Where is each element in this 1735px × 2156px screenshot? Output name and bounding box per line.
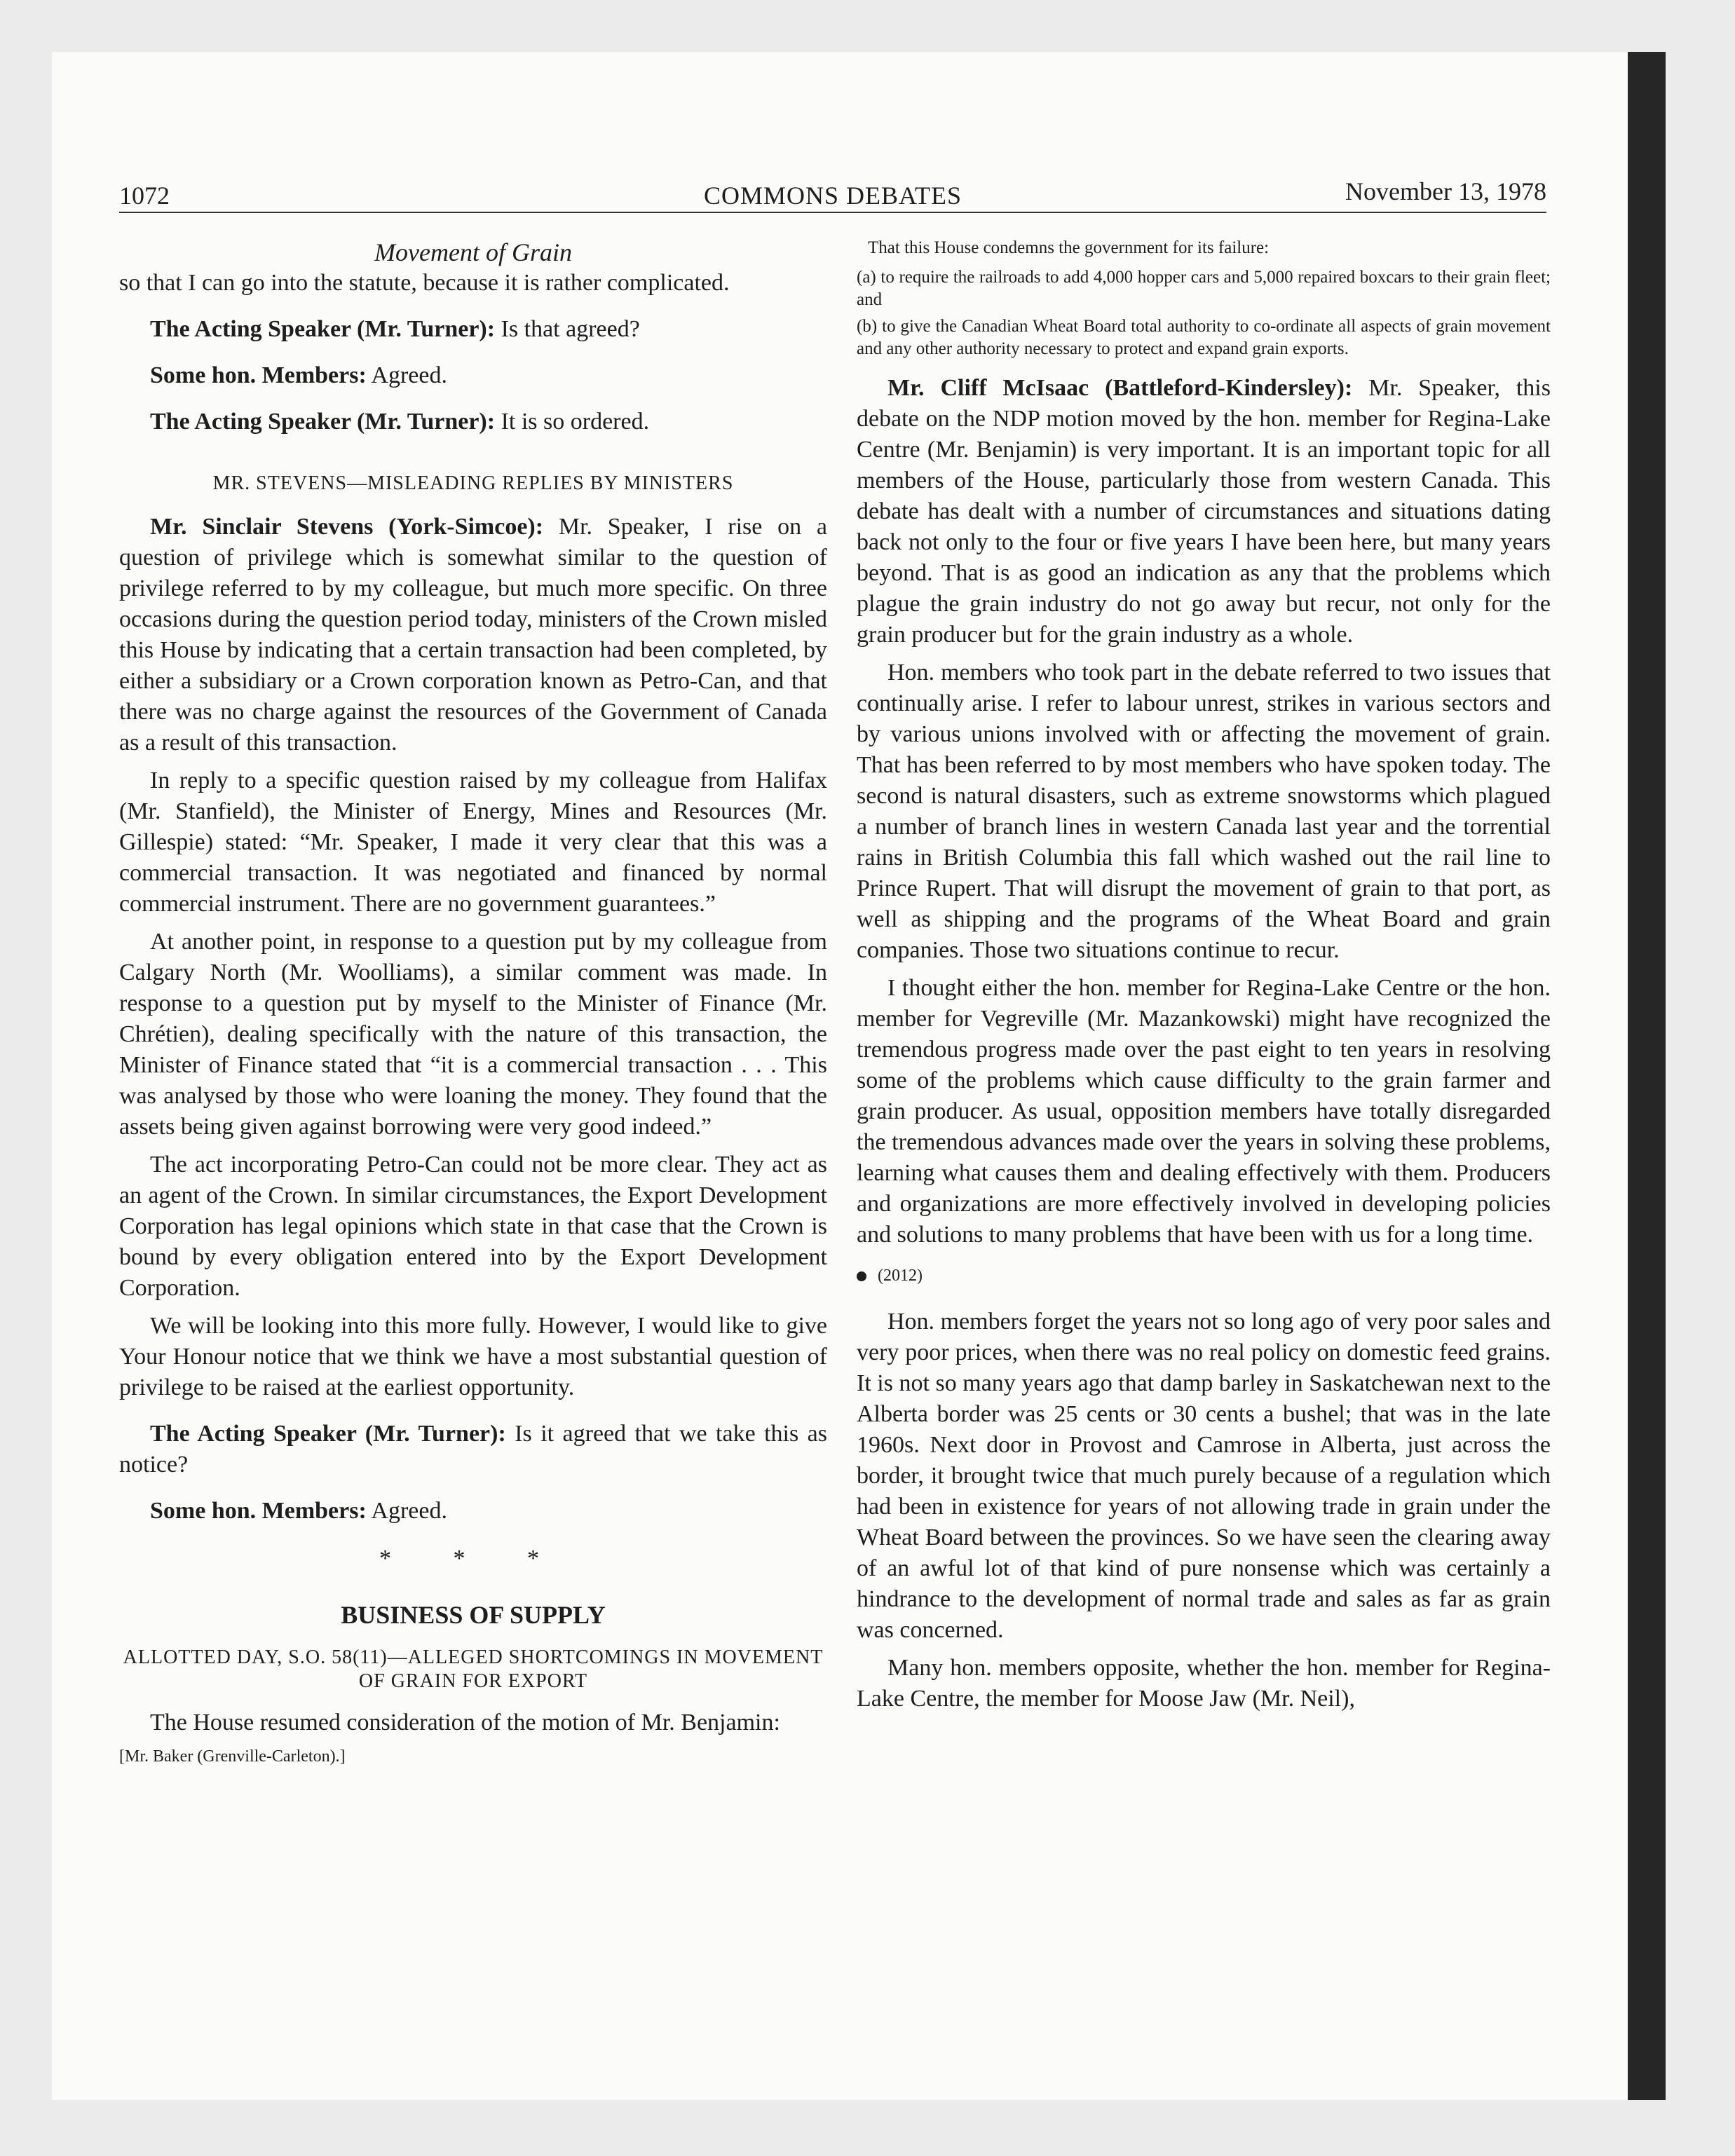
right-column <box>857 237 1551 1721</box>
speaker-name: The Acting Speaker (Mr. Turner): <box>150 316 496 342</box>
motion-intro: That this House condemns the government for its failure: <box>868 238 1270 257</box>
paragraph: Hon. members forget the years not so long ago of very poor sales and very poor prices, when there was no real policy on domestic feed grains. It is not so many years ago that damp barley in Saskatchewan next to the Alberta border was 25 cents or 30 cents a bushel; that was in the late 1960s. Next door in Provost and Camrose in Alberta, just across the border, it brought twice that much purely because of a regulation which had been in existence for years of not allowing trade in grain under the Wheat Board between the provinces. So we have seen the clearing away of an awful lot of that kind of pure nonsense which was certainly a hindrance to the development of normal trade and sales as far as grain was concerned. <box>857 1309 1551 1643</box>
speaker-name: The Acting Speaker (Mr. Turner): <box>150 409 496 435</box>
motion-clause-a: (a) to require the railroads to add 4,000 hopper cars and 5,000 repaired boxcars to their grain fleet; and <box>857 268 1551 309</box>
running-head: Movement of Grain <box>374 238 572 266</box>
speech-text: It is so ordered. <box>495 409 650 435</box>
publication-title: COMMONS DEBATES <box>703 182 962 210</box>
speech <box>119 360 827 391</box>
page-header <box>119 177 1546 213</box>
speech-text: Is that agreed? <box>495 316 640 342</box>
paragraph: I thought either the hon. member for Regina-Lake Centre or the hon. member for Vegreville (Mr. Mazankowski) might have recognized the tremendous progress made over the past eight to ten years in resolving some of the problems which cause difficulty to the grain farmer and grain producer. As usual, opposition members have totally disregarded the tremendous advances made over the years in solving these problems, learning what causes them and dealing effectively with them. Producers and organizations are more effectively involved in developing policies and solutions to many problems that have been with us for a long time. <box>857 975 1551 1248</box>
bullet-icon <box>857 1271 866 1281</box>
paragraph: The act incorporating Petro-Can could not be more clear. They act as an agent of the Crown. In similar circumstances, the Export Development Corporation has legal opinions which state in that case that the Crown is bound by every obligation entered into by the Export Development Corporation. <box>119 1152 827 1301</box>
section-subheading: ALLOTTED DAY, S.O. 58(11)—ALLEGED SHORTCOMINGS IN MOVEMENT OF GRAIN FOR EXPORT <box>123 1646 824 1692</box>
paragraph: Hon. members who took part in the debate referred to two issues that continually arise. I refer to labour unrest, strikes in various sectors and by various unions involved with or affecting the movement of grain. That has been referred to by most members who have spoken today. The second is natural disasters, such as extreme snowstorms which plagued a number of branch lines in western Canada last year and the torrential rains in British Columbia this fall which washed out the rail line to Prince Rupert. That will disrupt the movement of grain to that port, as well as shipping and the programs of the Wheat Board and grain companies. Those two situations continue to recur. <box>857 660 1551 963</box>
paragraph: At another point, in response to a question put by my colleague from Calgary North (Mr. Woolliams), a similar comment was made. In response to a question put by myself to the Minister of Finance (Mr. Chrétien), dealing specifically with the nature of this transaction, the Minister of Finance stated that “it is a commercial transaction . . . This was analysed by those who were loaning the money. They found that the assets being given against borrowing were very good indeed.” <box>119 929 827 1140</box>
speaker-name: Mr. Sinclair Stevens (York-Simcoe): <box>150 514 544 540</box>
time-stamp: (2012) <box>878 1267 923 1285</box>
footer-attribution: [Mr. Baker (Grenville-Carleton).] <box>119 1747 346 1766</box>
speaker-name: The Acting Speaker (Mr. Turner): <box>150 1421 506 1447</box>
paragraph: The House resumed consideration of the motion of Mr. Benjamin: <box>150 1710 780 1735</box>
speech <box>119 314 827 345</box>
publication-date: November 13, 1978 <box>1345 177 1546 205</box>
speaker-name: Some hon. Members: <box>150 362 367 388</box>
section-title: BUSINESS OF SUPPLY <box>341 1601 606 1629</box>
speech-text: Mr. Speaker, this debate on the NDP motion moved by the hon. member for Regina-Lake Centre (Mr. Benjamin) is very important. It is an important topic for all members of the House, particularly those from western Canada. This debate has dealt with a number of circumstances and situations dating back not only to the four or five years I have been here, but many years beyond. That is as good an indication as any that the problems which plague the grain industry do not go away but recur, not only for the grain producer but for the grain industry as a whole. <box>857 375 1551 648</box>
speech <box>119 1419 827 1480</box>
binding-edge <box>1628 52 1666 2100</box>
section-divider: * * * <box>379 1546 567 1571</box>
speech <box>119 407 827 437</box>
speech <box>119 512 827 758</box>
speech <box>857 373 1551 650</box>
speech-text: Agreed. <box>366 1498 447 1524</box>
page-number: 1072 <box>119 182 170 210</box>
time-marker <box>857 1260 1551 1291</box>
speech <box>119 1496 827 1527</box>
motion-clause-b: (b) to give the Canadian Wheat Board total authority to co-ordinate all aspects of grain movement and any other authority necessary to protect and expand grain exports. <box>857 317 1551 358</box>
paragraph: In reply to a specific question raised by my colleague from Halifax (Mr. Stanfield), the Minister of Energy, Mines and Resources (Mr. Gillespie) stated: “Mr. Speaker, I made it very clear that this was a commercial transaction. It was negotiated and financed by normal commercial instrument. There are no government guarantees.” <box>119 767 827 917</box>
speaker-name: Some hon. Members: <box>150 1498 367 1524</box>
speech-text: Agreed. <box>366 362 447 388</box>
paragraph: so that I can go into the statute, because it is rather complicated. <box>119 270 730 296</box>
subheading: MR. STEVENS—MISLEADING REPLIES BY MINISTERS <box>212 472 734 494</box>
paragraph: We will be looking into this more fully. However, I would like to give Your Honour notice that we think we have a most substantial question of privilege to be raised at the earliest opportunity. <box>119 1313 827 1400</box>
speaker-name: Mr. Cliff McIsaac (Battleford-Kindersley): <box>887 375 1353 401</box>
paragraph: Many hon. members opposite, whether the hon. member for Regina-Lake Centre, the member for Moose Jaw (Mr. Neil), <box>857 1655 1551 1712</box>
speech-text: Is it agreed that we take this as notice? <box>119 1421 827 1478</box>
speech-text: Mr. Speaker, I rise on a question of privilege which is somewhat similar to the question of privilege referred to by my colleague, but much more specific. On three occasions during the question period today, ministers of the Crown misled this House by indicating that a certain transaction had been completed, by either a subsidiary or a Crown corporation known as Petro-Can, and that there was no charge against the resources of the Government of Canada as a result of this transaction. <box>119 514 827 756</box>
left-column <box>119 237 827 1768</box>
